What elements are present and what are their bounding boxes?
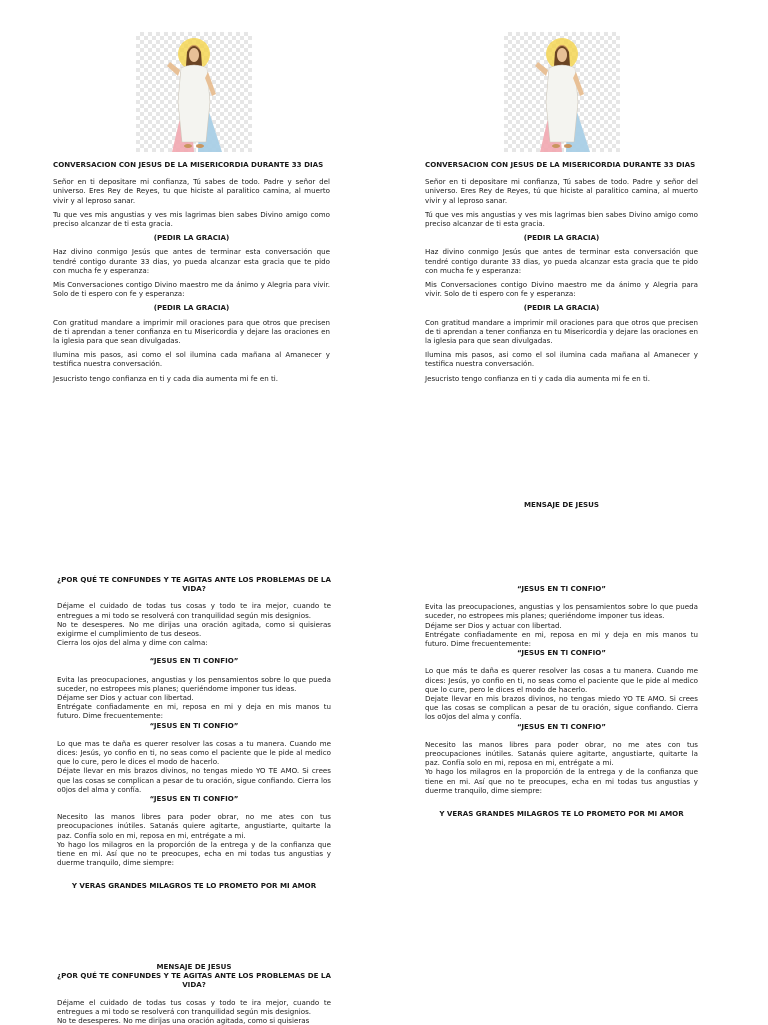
paragraph: Tú que ves mis angustias y ves mis lagrimas bien sabes Divino amigo como preciso alcanzar de ti esta gracia.: [425, 209, 698, 229]
jesus-confio: “JESUS EN TI CONFIO”: [517, 721, 606, 731]
line: Déjame ser Dios y actuar con libertad.: [57, 693, 194, 703]
mensaje-label: MENSAJE DE JESUS: [156, 962, 232, 971]
line: Evita las preocupaciones, angustias y los pensamientos sobre lo que pueda suceder, no estropees mis planes; queriéndome imponer tus ideas.: [57, 674, 331, 693]
pedir-gracia: (PEDIR LA GRACIA): [153, 233, 230, 243]
line: Déjate llevar en mis brazos divinos, no tengas miedo YO TE AMO. Si crees que las cosas se complican a pesar de tu oración, sigue confiando. Cierra los o0jos del alma y confía.: [57, 766, 331, 794]
conversation-title: CONVERSACION CON JESUS DE LA MISERICORDIA DURANTE 33 DIAS: [53, 160, 324, 169]
paragraph: Mis Conversaciones contigo Divino maestro me da ánimo y Alegria para vivir. Solo de ti espero con fe y esperanza:: [53, 280, 330, 299]
line: Necesito las manos libres para poder obrar, no me ates con tus preocupaciones inútiles. Satanás quiere agitarte, angustiarte, quitarte la paz. Confía solo en mi, reposa en mi, entrégate a mi.: [425, 739, 698, 768]
jesus-confio: “JESUS EN TI CONFIO”: [149, 656, 239, 666]
mensaje-right: [425, 584, 698, 823]
paragraph: Haz divino conmigo Jesús que antes de terminar esta conversación que tendré contigo durante 33 dias, yo pueda alcanzar esta gracia que te pido con mucha fe y esperanza:: [425, 247, 698, 275]
paragraph: Jesucristo tengo confianza en ti y cada dia aumenta mi fe en ti.: [53, 373, 278, 383]
line: Entrégate confiadamente en mi, reposa en mi y deja en mis manos tu futuro. Dime frecuentemente:: [425, 629, 698, 649]
conversation-title: CONVERSACION CON JESUS DE LA MISERICORDIA DURANTE 33 DIAS: [425, 160, 696, 169]
jesus-confio: “JESUS EN TI CONFIO”: [149, 794, 239, 804]
jesus-confio: “JESUS EN TI CONFIO”: [517, 584, 606, 593]
line: Yo hago los milagros en la proporción de la entrega y de la confianza que tiene en mi. Así que no te preocupes, echa en mi todas tus angustias y duerme tranquilo, dime siempre:: [57, 839, 331, 868]
conversation-left: [53, 160, 330, 388]
line: Déjame el cuidado de todas tus cosas y todo te ira mejor, cuando te entregues a mi todo se resolverá con tranquilidad según mis designios.: [57, 997, 331, 1016]
divine-mercy-jesus-icon: [136, 32, 252, 152]
line: Evita las preocupaciones, angustias y los pensamientos sobre lo que pueda suceder, no estropees mis planes; queriéndome imponer tus ideas.: [425, 602, 698, 621]
paragraph: Señor en ti depositare mi confianza, Tú sabes de todo. Padre y señor del universo. Eres Rey de Reyes, tu que hiciste al paralitico camina, al muerto vivir y al leproso sanar.: [53, 177, 330, 205]
line: Déjame ser Dios y actuar con libertad.: [425, 620, 562, 630]
paragraph: Con gratitud mandare a imprimir mil oraciones para que otros que precisen de ti aprendan a tener confianza en tu Misericordia y dejare las oraciones en la iglesia para que sean divulgadas.: [425, 317, 698, 346]
paragraph: Con gratitud mandare a imprimir mil oraciones para que otros que precisen de ti aprendan a tener confianza en tu Misericordia y dejare las oraciones en la iglesia para que sean divulgadas.: [53, 317, 330, 346]
line: Lo que mas te daña es querer resolver las cosas a tu manera. Cuando me dices: Jesús, yo confio en ti, no seas como el paciente que le pide al medico que lo cure, pero le dices el modo de hacerlo.: [57, 738, 331, 767]
paragraph: Tu que ves mis angustias y ves mis lagrimas bien sabes Divino amigo como preciso alcanzar de ti esta gracia.: [53, 209, 330, 229]
conversation-right: [425, 160, 698, 388]
divine-mercy-jesus-icon: [504, 32, 620, 152]
line: Lo que más te daña es querer resolver las cosas a tu manera. Cuando me dices: Jesús, yo confio en ti, no seas como el paciente que le pide al medico que lo cure, pero le dices el modo de hacerlo.: [425, 666, 698, 694]
jesus-confio: “JESUS EN TI CONFIO”: [517, 648, 606, 658]
closing-promise: Y VERAS GRANDES MILAGROS TE LO PROMETO POR MI AMOR: [71, 881, 317, 891]
mensaje-title: ¿POR QUÉ TE CONFUNDES Y TE AGITAS ANTE LOS PROBLEMAS DE LA VIDA?: [57, 971, 331, 990]
pedir-gracia: (PEDIR LA GRACIA): [523, 233, 600, 243]
mensaje-left-repeat: [57, 962, 331, 1025]
line: Cierra los ojos del alma y dime con calma:: [57, 638, 208, 648]
line: Necesito las manos libres para poder obrar, no me ates con tus preocupaciones inútiles. Satanás quiere agitarte, angustiarte, quitarte la paz. Confía solo en mi, reposa en mi, entrégate a mi.: [57, 812, 331, 840]
paragraph: Mis Conversaciones contigo Divino maestro me da ánimo y Alegria para vivir. Solo de ti espero con fe y esperanza:: [425, 280, 698, 299]
paragraph: Haz divino conmigo Jesús que antes de terminar esta conversación que tendré contigo durante 33 dias, yo pueda alcanzar esta gracia que te pido con mucha fe y esperanza:: [53, 247, 330, 275]
jesus-image-right: [504, 32, 620, 152]
mensaje-left: [57, 575, 331, 896]
pedir-gracia: (PEDIR LA GRACIA): [523, 303, 600, 313]
paragraph: Jesucristo tengo confianza en ti y cada dia aumenta mi fe en ti.: [425, 373, 650, 383]
closing-promise: Y VERAS GRANDES MILAGROS TE LO PROMETO POR MI AMOR: [439, 809, 684, 819]
paragraph: Ilumina mis pasos, asi como el sol ilumina cada mañana al Amanecer y testifica nuestra conversación.: [53, 350, 330, 369]
paragraph: Señor en ti depositare mi confianza, Tú sabes de todo. Padre y señor del universo. Eres Rey de Reyes, tú que hiciste al paralitico camina, al muerto vivir y al leproso sanar.: [425, 177, 698, 205]
jesus-confio: “JESUS EN TI CONFIO”: [149, 720, 239, 730]
pedir-gracia: (PEDIR LA GRACIA): [153, 303, 230, 313]
line: Dejate llevar en mis brazos divinos, no tengas miedo YO TE AMO. Si crees que las cosas se complican a pesar de tu oración, sigue confiando. Cierra los o0jos del alma y confía.: [425, 694, 698, 722]
mensaje-title: ¿POR QUÉ TE CONFUNDES Y TE AGITAS ANTE LOS PROBLEMAS DE LA VIDA?: [57, 575, 331, 594]
jesus-image-left: [136, 32, 252, 152]
line: No te desesperes. No me dirijas una oración agitada, como si quisieras: [57, 1016, 310, 1025]
paragraph: Ilumina mis pasos, asi como el sol ilumina cada mañana al Amanecer y testifica nuestra conversación.: [425, 350, 698, 369]
line: Yo hago los milagros en la proporción de la entrega y de la confianza que tiene en mi. Así que no te preocupes, echa en mi todas tus angustias y duerme tranquilo, dime siempre:: [425, 767, 698, 795]
line: Déjame el cuidado de todas tus cosas y todo te ira mejor, cuando te entregues a mi todo se resolverá con tranquilidad según mis designios.: [57, 601, 331, 620]
line: Entrégate confiadamente en mi, reposa en mi y deja en mis manos tu futuro. Dime frecuentemente:: [57, 702, 331, 721]
line: No te desesperes. No me dirijas una oración agitada, como si quisieras exigirme el cumplimiento de tus deseos.: [57, 619, 331, 639]
mensaje-label-right: MENSAJE DE JESUS: [523, 500, 600, 509]
